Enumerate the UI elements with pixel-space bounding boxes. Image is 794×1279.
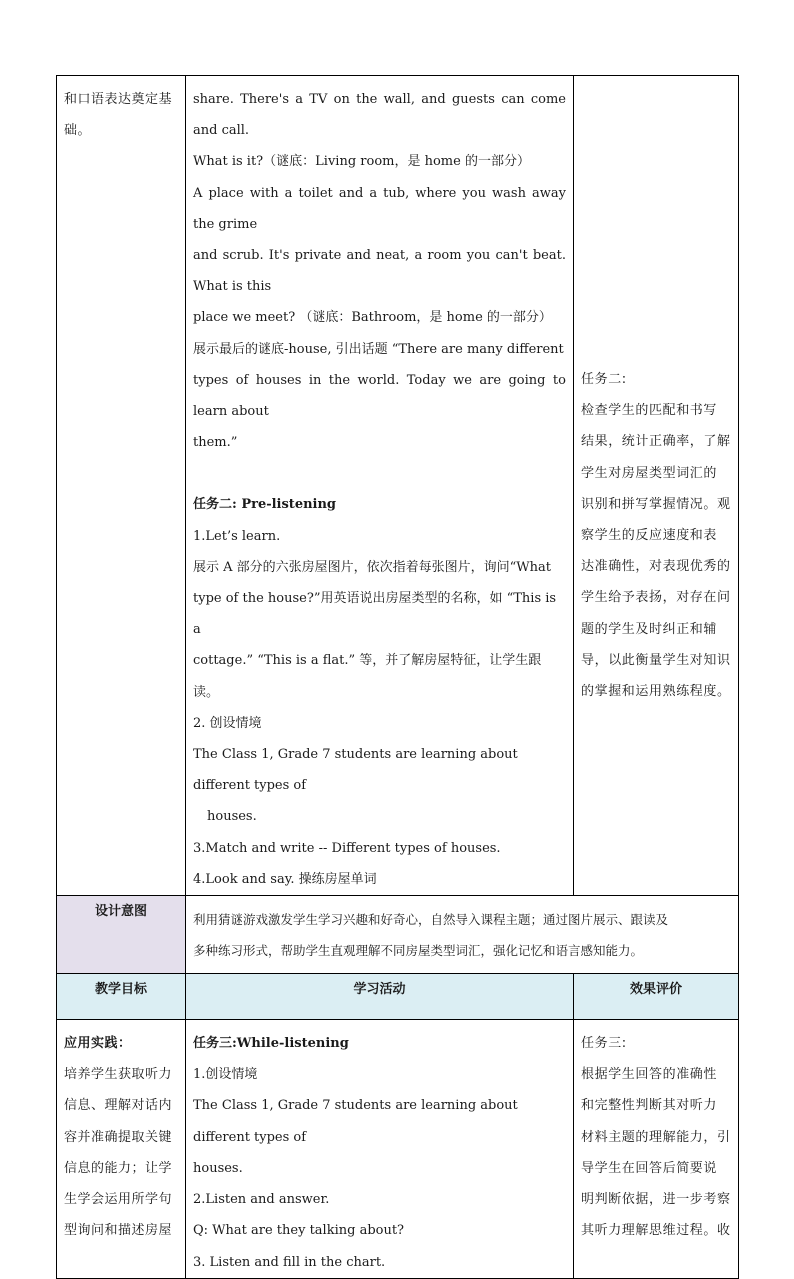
- header-activity: 学习活动: [186, 974, 574, 1020]
- table-row: [57, 1020, 739, 1279]
- riddle-line: types of houses in the world. Today we are going to learn about: [193, 372, 566, 420]
- goal-cell: [57, 1020, 186, 1279]
- task2-item: The Class 1, Grade 7 students are learning about different types of: [193, 747, 518, 794]
- task3-title: 任务三:While-listening: [193, 1036, 349, 1052]
- task3-item: 2.Listen and answer.: [193, 1192, 330, 1208]
- task2-item: houses.: [207, 809, 257, 825]
- goal-line: 型询问和描述房屋: [64, 1223, 173, 1239]
- goal-fragment: 和口语表达奠定基础。: [64, 92, 173, 139]
- eval-line: 结果，统计正确率，了解: [581, 434, 731, 450]
- eval-line: 察学生的反应速度和表: [581, 528, 718, 544]
- eval-line: 的掌握和运用熟练程度。: [581, 684, 731, 700]
- eval-line: 导学生在回答后简要说: [581, 1160, 718, 1176]
- task2-item: cottage.” “This is a flat.” 等，并了解房屋特征，让学生跟读。: [193, 653, 542, 700]
- task2-item: 1.Let’s learn.: [193, 528, 281, 544]
- activity-cell: [186, 76, 574, 896]
- eval-line: 和完整性判断其对听力: [581, 1098, 718, 1114]
- task3-item: Q: What are they talking about?: [193, 1223, 405, 1239]
- eval-line: 材料主题的理解能力，引: [581, 1129, 731, 1145]
- eval-line: 学生对房屋类型词汇的: [581, 465, 718, 481]
- header-evaluation: 效果评价: [574, 974, 739, 1020]
- goal-title: 应用实践：: [64, 1036, 132, 1052]
- task2-title: 任务二: Pre-listening: [193, 497, 337, 513]
- eval-line: 学生给予表扬，对存在问: [581, 590, 731, 606]
- table-header-row: [57, 974, 739, 1020]
- task3-item: 3. Listen and fill in the chart.: [193, 1254, 386, 1270]
- eval-title: 任务三:: [581, 1036, 627, 1052]
- eval-title: 任务二:: [581, 372, 627, 387]
- design-intent-cell: [186, 896, 739, 974]
- task2-item: 3.Match and write -- Different types of houses.: [193, 840, 501, 856]
- goal-line: 信息的能力；让学: [64, 1160, 173, 1176]
- riddle-line: them.”: [193, 435, 238, 451]
- riddle-line: A place with a toilet and a tub, where you wash away the grime: [193, 185, 566, 232]
- lesson-plan-table: [56, 75, 739, 1279]
- eval-line: 导，以此衡量学生对知识: [581, 652, 731, 668]
- riddle-line: 展示最后的谜底-house, 引出话题 “There are many different: [193, 341, 564, 357]
- eval-line: 检查学生的匹配和书写: [581, 403, 718, 419]
- riddle-line: share. There's a TV on the wall, and guests can come and call.: [193, 92, 566, 139]
- goal-line: 容并准确提取关键: [64, 1129, 173, 1145]
- riddle-line: What is it?（谜底：Living room，是 home 的一部分）: [193, 154, 530, 170]
- task3-item: 1.创设情境: [193, 1067, 258, 1083]
- goal-cell: [57, 76, 186, 896]
- task3-item: houses.: [193, 1160, 243, 1176]
- eval-line: 根据学生回答的准确性: [581, 1067, 718, 1083]
- table-row: [57, 76, 739, 896]
- design-intent-label: 设计意图: [57, 896, 186, 974]
- riddle-line: place we meet? （谜底：Bathroom，是 home 的一部分）: [193, 310, 552, 326]
- evaluation-cell: [574, 1020, 739, 1279]
- goal-line: 生学会运用所学句: [64, 1192, 173, 1208]
- eval-line: 明判断依据，进一步考察: [581, 1192, 731, 1208]
- design-line: 利用猜谜游戏激发学生学习兴趣和好奇心，自然导入课程主题；通过图片展示、跟读及: [193, 912, 669, 928]
- task2-item: 展示 A 部分的六张房屋图片，依次指着每张图片，询问“What: [193, 559, 552, 575]
- header-goal: 教学目标: [57, 974, 186, 1020]
- riddle-text: [193, 84, 566, 458]
- goal-line: 信息、理解对话内: [64, 1098, 173, 1114]
- evaluation-cell: [574, 76, 739, 896]
- goal-line: 培养学生获取听力: [64, 1067, 173, 1083]
- activity-cell: [186, 1020, 574, 1279]
- eval-line: 达准确性，对表现优秀的: [581, 559, 731, 575]
- table-row: [57, 896, 739, 974]
- task2-item: 4.Look and say. 操练房屋单词: [193, 871, 377, 887]
- eval-line: 题的学生及时纠正和辅: [581, 621, 718, 637]
- eval-line: 其听力理解思维过程。收: [581, 1223, 731, 1239]
- eval-line: 识别和拼写掌握情况。观: [581, 496, 731, 512]
- riddle-line: and scrub. It's private and neat, a room you can't beat. What is this: [193, 248, 566, 295]
- task2-item: type of the house?”用英语说出房屋类型的名称，如 “This is a: [193, 591, 557, 638]
- task2-item: 2. 创设情境: [193, 715, 262, 731]
- design-line: 多种练习形式，帮助学生直观理解不同房屋类型词汇，强化记忆和语言感知能力。: [193, 943, 644, 959]
- task3-item: The Class 1, Grade 7 students are learning about different types of: [193, 1098, 518, 1145]
